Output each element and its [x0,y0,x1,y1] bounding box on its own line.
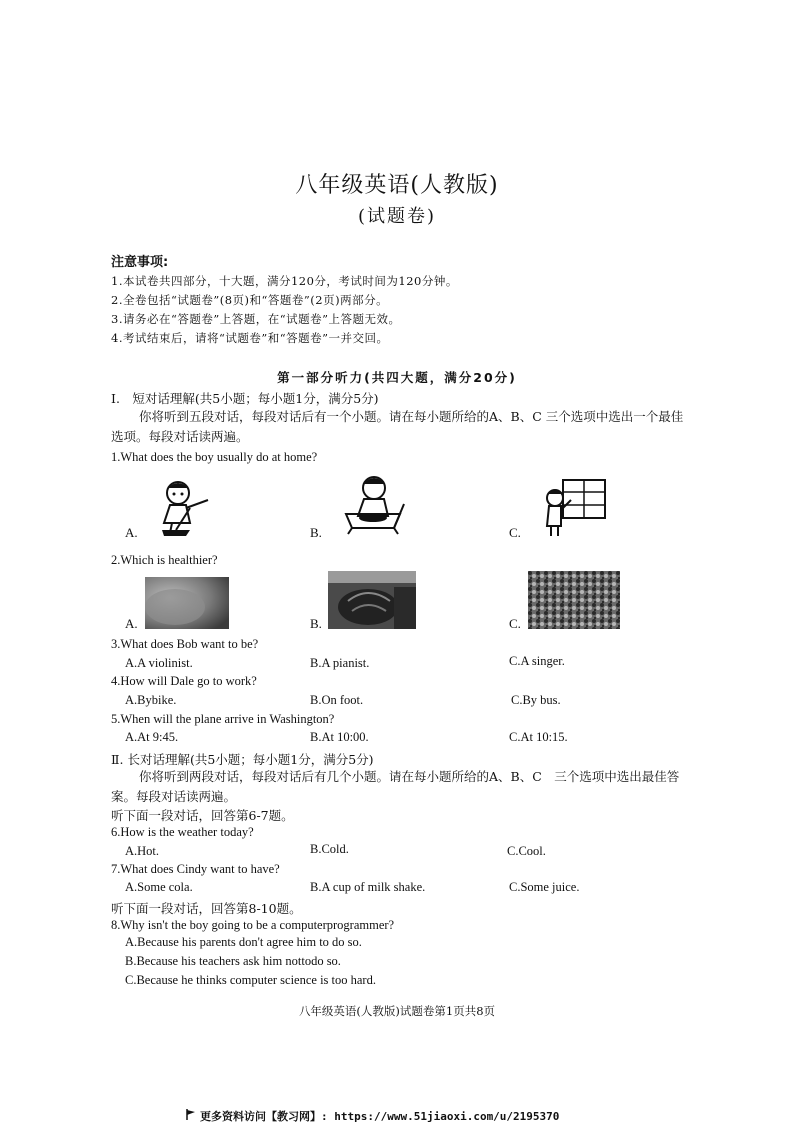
option-c: C.A singer. [509,654,565,668]
option-a: A.At 9:45. [125,730,179,744]
option-c: C.Because he thinks computer science is too hard. [125,973,376,987]
question-4: 4.How will Dale go to work? [111,674,257,688]
question-1: 1.What does the boy usually do at home? [111,450,318,464]
option-c: C.At 10:15. [509,730,568,744]
question-8: 8.Why isn't the boy going to be a computerprogrammer? [111,918,395,932]
option-a: A.Hot. [125,844,160,858]
option-b-label: B. [310,616,322,631]
question-2: 2.Which is healthier? [111,553,218,567]
option-c-label: C. [509,525,521,540]
flag-icon [186,1109,196,1120]
page-title: 八年级英语(人教版) [295,173,499,198]
notice-heading: 注意事项: [111,255,169,270]
food-photo-b [328,571,416,629]
option-c-label: C. [509,616,521,631]
question-3: 3.What does Bob want to be? [111,637,259,651]
section2-title: Ⅱ. 长对话理解(共5小题；每小题1分，满分5分) [111,752,374,767]
dialogue-instruction: 听下面一段对话，回答第6-7题。 [111,808,294,823]
option-a-label: A. [125,525,138,540]
option-c: C.Cool. [507,844,546,858]
option-c: C.Some juice. [509,880,580,894]
option-b-label: B. [310,525,322,540]
section1-title: I. 短对话理解(共5小题；每小题1分，满分5分) [111,391,379,406]
question-6: 6.How is the weather today? [111,825,254,839]
option-b: B.A cup of milk shake. [310,880,426,894]
resource-link[interactable]: 更多资料访问【教习网】: https://www.51jiaoxi.com/u/2195370 [200,1110,560,1123]
option-a-label: A. [125,616,138,631]
washing-boy-picture [338,474,408,536]
section2-instruction: 你将听到两段对话，每段对话后有几个小题。请在每小题所给的A、B、C 三个选项中选出最佳答案。每段对话读两遍。 [111,769,680,804]
option-a: A.Because his parents don't agree him to do so. [125,935,362,949]
option-a: A.Some cola. [125,880,193,894]
notice-item: 2.全卷包括“试题卷”(8页)和“答题卷”(2页)两部分。 [111,293,389,307]
page-subtitle: (试题卷) [357,206,437,227]
question-5: 5.When will the plane arrive in Washington? [111,712,335,726]
cleaning-window-boy-picture [543,478,609,538]
option-b: B.Cold. [310,842,349,856]
page-footer: 八年级英语(人教版)试题卷第1页共8页 [298,1004,496,1018]
part1-heading: 第一部分听力(共四大题，满分20分) [277,370,517,385]
question-7: 7.What does Cindy want to have? [111,862,280,876]
option-b: B.Because his teachers ask him nottodo so. [125,954,341,968]
notice-item: 1.本试卷共四部分，十大题，满分120分，考试时间为120分钟。 [111,274,458,288]
option-a: A.Bybike. [125,693,177,707]
food-photo-a [145,577,229,629]
option-b: B.A pianist. [310,656,370,670]
sweeping-boy-picture [150,478,216,538]
dialogue-instruction: 听下面一段对话，回答第8-10题。 [111,901,302,916]
notice-item: 3.请务必在“答题卷”上答题，在“试题卷”上答题无效。 [111,312,401,326]
option-b: B.At 10:00. [310,730,369,744]
option-c: C.By bus. [511,693,561,707]
option-b: B.On foot. [310,693,364,707]
option-a: A.A violinist. [125,656,193,670]
notice-item: 4.考试结束后，请将“试题卷”和“答题卷”一并交回。 [111,331,389,345]
food-photo-c [528,571,620,629]
section1-instruction: 你将听到五段对话，每段对话后有一个小题。请在每小题所给的A、B、C 三个选项中选出一个最佳选项。每段对话读两遍。 [111,409,684,444]
